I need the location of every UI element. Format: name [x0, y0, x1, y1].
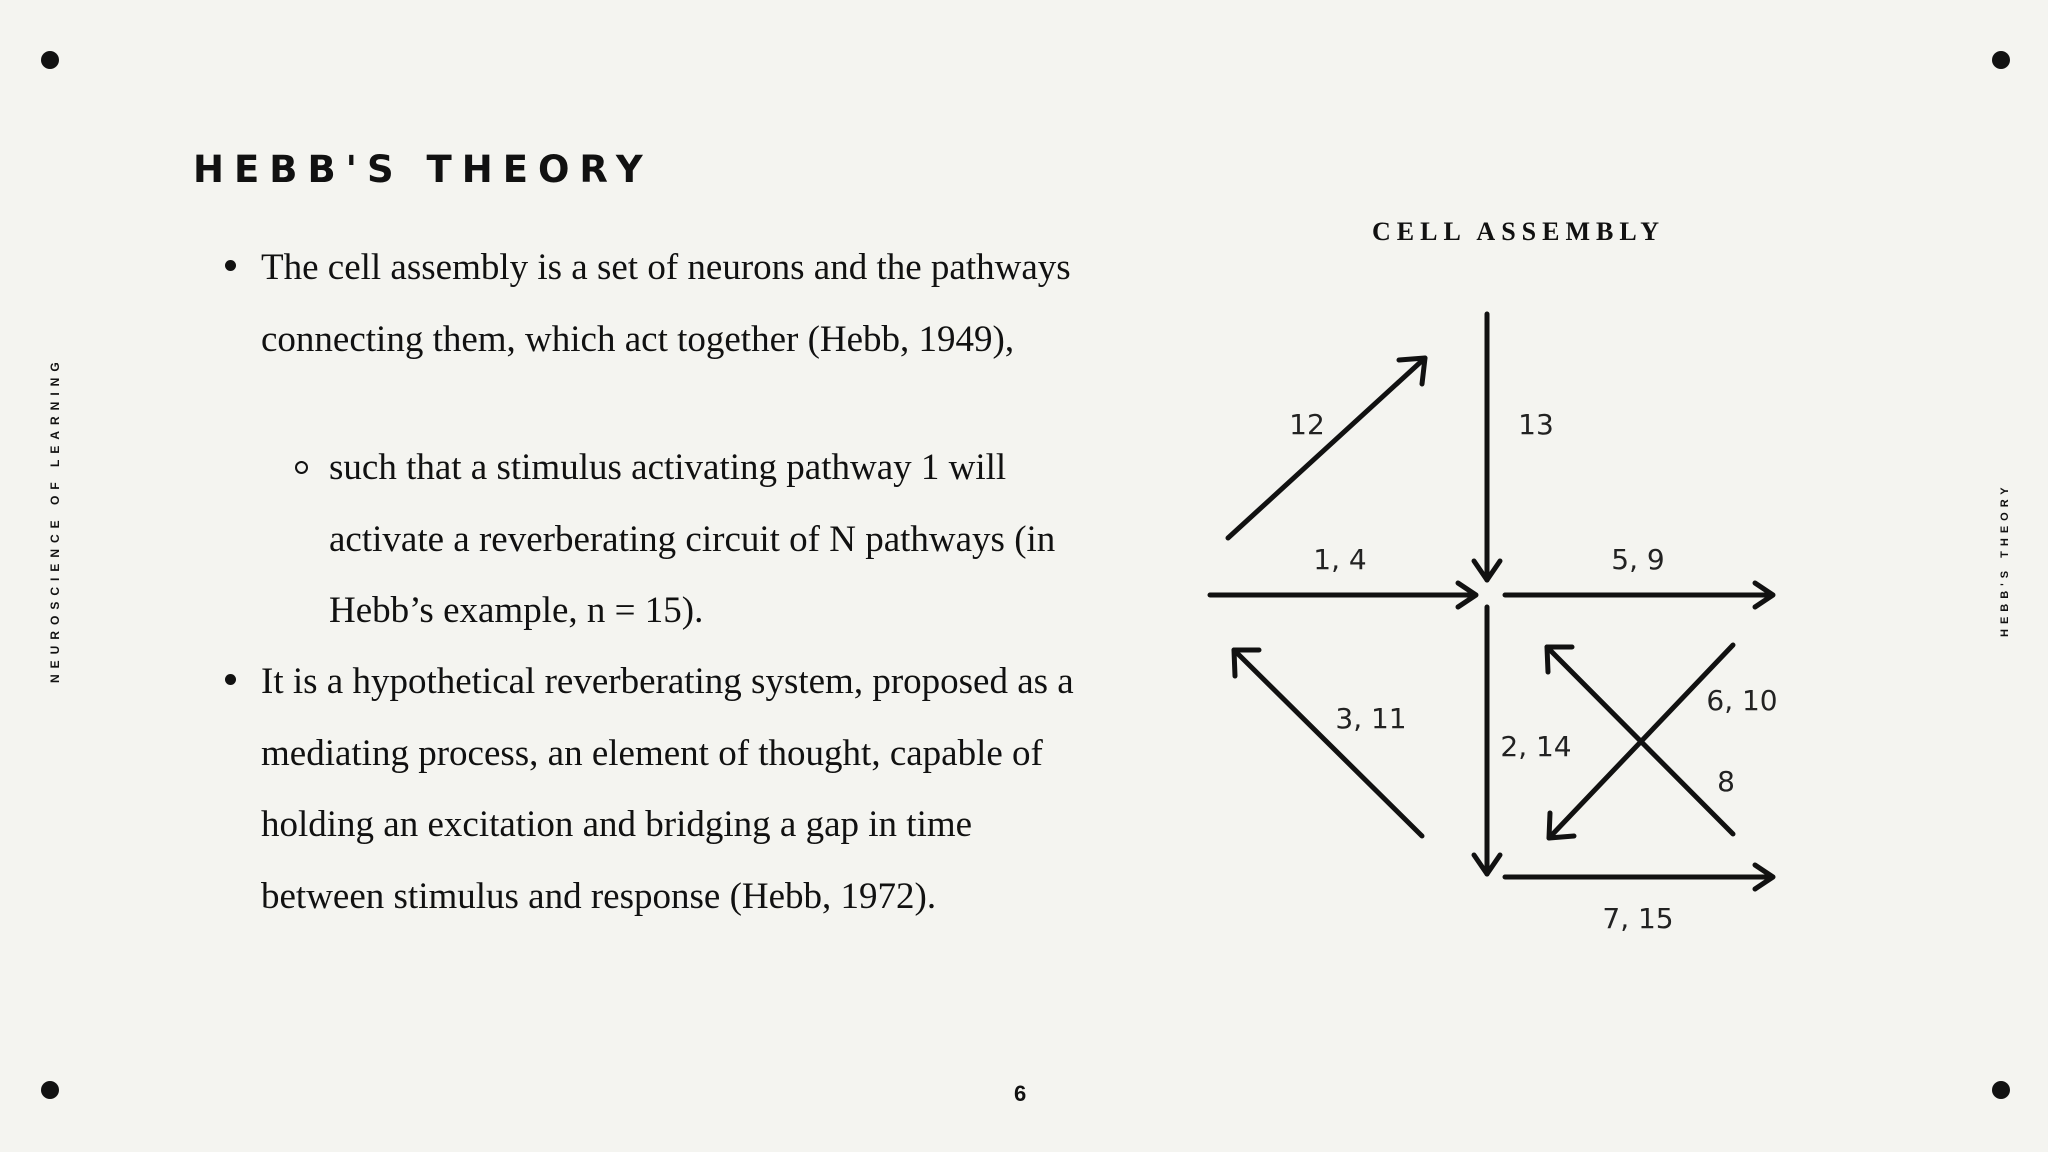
left-side-label: NEUROSCIENCE OF LEARNING — [48, 356, 62, 683]
diagram-title: CELL ASSEMBLY — [1372, 217, 1666, 246]
page-number: 6 — [1014, 1081, 1027, 1106]
arrow-7-15 — [1505, 865, 1773, 889]
label-13: 13 — [1518, 408, 1554, 441]
arrow-5-9 — [1505, 583, 1773, 607]
sub-bullet-text: such that a stimulus activating pathway 1 will activate a reverberating circuit of N pathways (in Hebb’s example, n = 15). — [329, 447, 1056, 631]
label-6-10: 6, 10 — [1706, 684, 1778, 717]
slide-title: HEBB'S THEORY — [193, 148, 653, 191]
bullet-text: It is a hypothetical reverberating system, proposed as a mediating process, an element of thought, capable of holding an excitation and bridging a gap in time between stimulus and response (Hebb, 1972). — [261, 661, 1074, 917]
label-3-11: 3, 11 — [1335, 702, 1407, 735]
label-7-15: 7, 15 — [1602, 902, 1674, 935]
arrow-1-4 — [1210, 583, 1476, 607]
arrow-3-11 — [1234, 650, 1422, 836]
arrow-13 — [1474, 314, 1500, 580]
label-8: 8 — [1717, 765, 1735, 798]
label-12: 12 — [1289, 408, 1325, 441]
arrow-2-14 — [1474, 607, 1500, 874]
bullet-text: The cell assembly is a set of neurons and the pathways connecting them, which act together (Hebb, 1949), — [261, 247, 1071, 360]
label-1-4: 1, 4 — [1313, 543, 1367, 576]
arrow-12 — [1228, 358, 1425, 538]
right-side-label: HEBB'S THEORY — [1999, 482, 2011, 637]
label-2-14: 2, 14 — [1500, 730, 1572, 763]
label-5-9: 5, 9 — [1611, 543, 1665, 576]
